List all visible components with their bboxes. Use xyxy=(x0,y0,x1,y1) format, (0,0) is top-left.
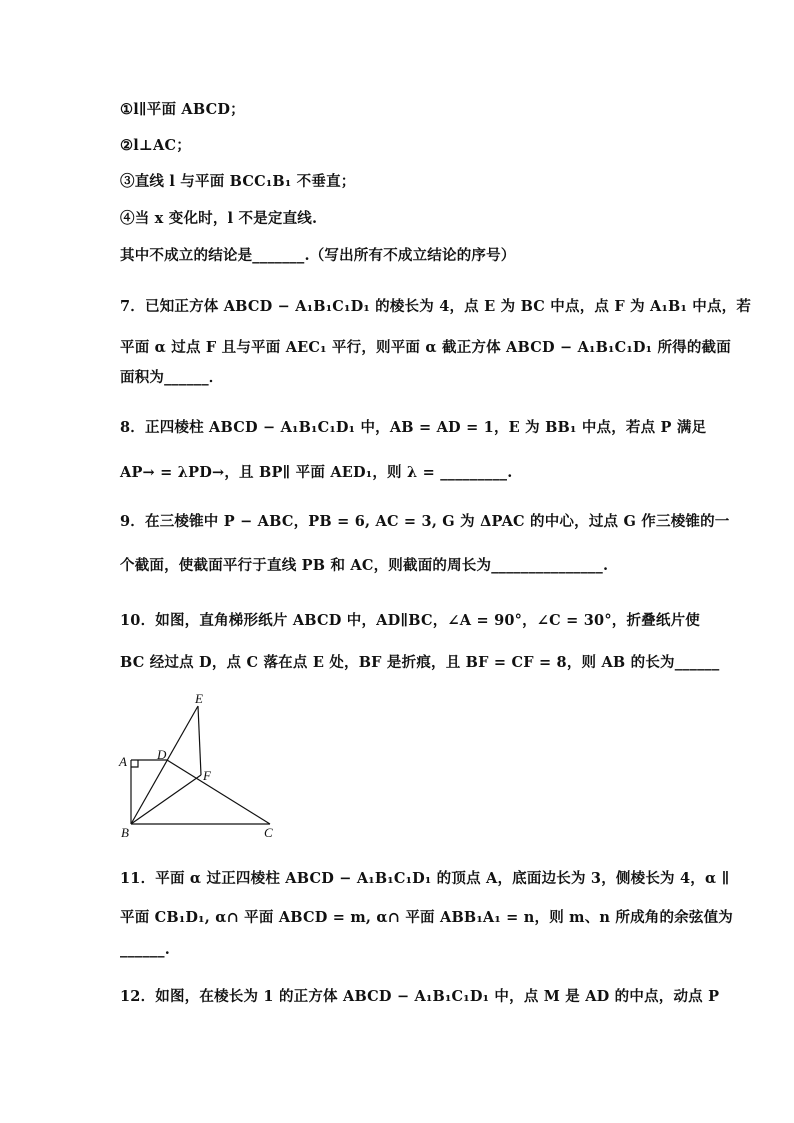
text-line-1: ①l∥平面 ABCD； xyxy=(120,101,245,118)
text-line-2: ②l⊥AC； xyxy=(120,137,191,154)
right-angle-mark xyxy=(131,760,138,767)
problem-10-line-1: 10．如图，直角梯形纸片 ABCD 中，AD∥BC，∠A = 90°，∠C = 30°，折叠纸片使 xyxy=(120,612,700,629)
segment-bf xyxy=(131,775,201,824)
problem-9-line-2: 个截面，使截面平行于直线 PB 和 AC，则截面的周长为_______________. xyxy=(120,557,609,574)
problem-7-line-1: 7．已知正方体 ABCD − A₁B₁C₁D₁ 的棱长为 4，点 E 为 BC 中点，点 F 为 A₁B₁ 中点，若 xyxy=(120,298,752,315)
label-a: A xyxy=(119,754,127,769)
trapezoid-fold-figure xyxy=(110,690,300,840)
label-c: C xyxy=(264,825,273,840)
problem-11-line-3: ______. xyxy=(120,941,170,958)
problem-8-line-2: AP→ = λPD→，且 BP∥ 平面 AED₁，则 λ = _________. xyxy=(120,464,513,481)
text-line-3: ③直线 l 与平面 BCC₁B₁ 不垂直； xyxy=(120,173,356,190)
problem-7-line-3: 面积为______． xyxy=(120,369,224,386)
label-e: E xyxy=(195,691,203,706)
problem-12-line-1: 12．如图，在棱长为 1 的正方体 ABCD − A₁B₁C₁D₁ 中，点 M 是 AD 的中点，动点 P xyxy=(120,988,720,1005)
problem-11-line-2: 平面 CB₁D₁, α∩ 平面 ABCD = m, α∩ 平面 ABB₁A₁ = n，则 m、n 所成角的余弦值为 xyxy=(120,909,733,926)
text-line-5: 其中不成立的结论是_______.（写出所有不成立结论的序号） xyxy=(120,247,516,264)
problem-8-line-1: 8．正四棱柱 ABCD − A₁B₁C₁D₁ 中，AB = AD = 1，E 为 BB₁ 中点，若点 P 满足 xyxy=(120,419,707,436)
problem-10-line-2: BC 经过点 D，点 C 落在点 E 处，BF 是折痕，且 BF = CF = 8，则 AB 的长为______ xyxy=(120,654,720,671)
problem-7-line-2: 平面 α 过点 F 且与平面 AEC₁ 平行，则平面 α 截正方体 ABCD − A₁B₁C₁D₁ 所得的截面 xyxy=(120,339,731,356)
segment-dc xyxy=(167,760,270,824)
label-f: F xyxy=(203,768,211,783)
problem-9-line-1: 9．在三棱锥中 P − ABC，PB = 6, AC = 3, G 为 ΔPAC 的中心，过点 G 作三棱锥的一 xyxy=(120,513,730,530)
segment-ef xyxy=(198,706,201,775)
label-d: D xyxy=(157,747,167,762)
label-b: B xyxy=(121,825,129,840)
problem-11-line-1: 11．平面 α 过正四棱柱 ABCD − A₁B₁C₁D₁ 的顶点 A，底面边长为 3，侧棱长为 4，α ∥ xyxy=(120,870,730,887)
segment-be xyxy=(131,706,198,824)
text-line-4: ④当 x 变化时，l 不是定直线. xyxy=(120,210,318,227)
